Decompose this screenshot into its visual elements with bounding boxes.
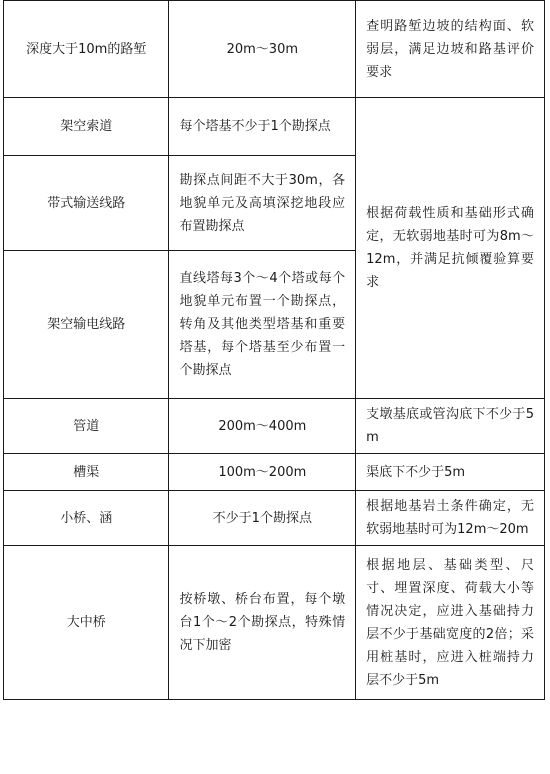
cell-spacing: 100m～200m [169,454,356,491]
table-row [4,98,545,156]
cell-depth: 根据地层、基础类型、尺寸、埋置深度、荷载大小等情况决定，应进入基础持力层不少于基础宽度的2倍；采用桩基时，应进入桩端持力层不少于5m [356,546,545,700]
cell-spacing: 直线塔每3个～4个塔或每个地貌单元布置一个勘探点，转角及其他类型塔基和重要塔基，每个塔基至少布置一个勘探点 [169,251,356,399]
cell-spacing: 20m～30m [169,1,356,98]
cell-depth: 渠底下不少于5m [356,454,545,491]
table-row [4,546,545,700]
cell-engineering-type: 小桥、涵 [4,491,169,546]
cell-depth-merged: 根据荷载性质和基础形式确定，无软弱地基时可为8m～12m，并满足抗倾覆验算要求 [356,98,545,399]
cell-engineering-type: 带式输送线路 [4,156,169,251]
table-row [4,399,545,454]
cell-engineering-type: 管道 [4,399,169,454]
survey-spacing-table [3,0,545,700]
table-row [4,454,545,491]
cell-engineering-type: 大中桥 [4,546,169,700]
cell-spacing: 按桥墩、桥台布置，每个墩台1个～2个勘探点，特殊情况下加密 [169,546,356,700]
cell-spacing: 每个塔基不少于1个勘探点 [169,98,356,156]
cell-spacing: 勘探点间距不大于30m，各地貌单元及高填深挖地段应布置勘探点 [169,156,356,251]
cell-depth: 根据地基岩土条件确定，无软弱地基时可为12m～20m [356,491,545,546]
cell-engineering-type: 架空索道 [4,98,169,156]
table-row [4,491,545,546]
cell-engineering-type: 架空输电线路 [4,251,169,399]
table-row [4,1,545,98]
cell-depth: 查明路堑边坡的结构面、软弱层，满足边坡和路基评价要求 [356,1,545,98]
cell-depth: 支墩基底或管沟底下不少于5m [356,399,545,454]
cell-engineering-type: 槽渠 [4,454,169,491]
cell-spacing: 不少于1个勘探点 [169,491,356,546]
cell-engineering-type: 深度大于10m的路堑 [4,1,169,98]
cell-spacing: 200m～400m [169,399,356,454]
